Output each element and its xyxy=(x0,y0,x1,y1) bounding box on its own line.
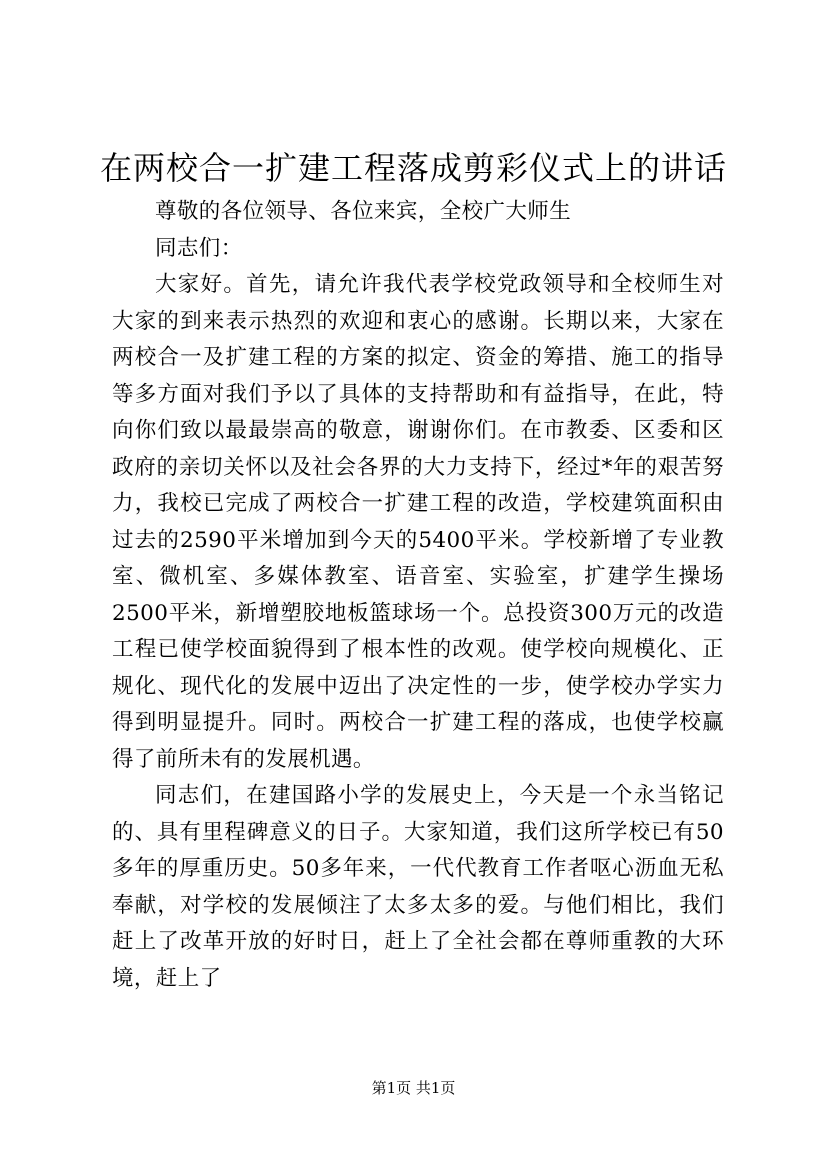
page-number-footer: 第1页 共1页 xyxy=(371,1079,456,1097)
body-paragraph: 同志们，在建国路小学的发展史上，今天是一个永当铭记的、具有里程碑意义的日子。大家知道，我们这所学校已有50多年的厚重历史。50多年来，一代代教育工作者呕心沥血无私奉献，对学校的发展倾注了太多太多的爱。与他们相比，我们赶上了改革开放的好时日，赶上了全社会都在尊师重教的大环境，赶上了 xyxy=(112,783,724,991)
greeting-line: 同志们： xyxy=(155,235,243,261)
body-paragraph: 大家好。首先，请允许我代表学校党政领导和全校师生对大家的到来表示热烈的欢迎和衷心的感谢。长期以来，大家在两校合一及扩建工程的方案的拟定、资金的筹措、施工的指导等多方面对我们予以了具体的支持帮助和有益指导，在此，特向你们致以最最崇高的敬意，谢谢你们。在市教委、区委和区政府的亲切关怀以及社会各界的大力支持下，经过*年的艰苦努力，我校已完成了两校合一扩建工程的改造，学校建筑面积由过去的2590平米增加到今天的5400平米。学校新增了专业教室、微机室、多媒体教室、语音室、实验室，扩建学生操场2500平米，新增塑胶地板篮球场一个。总投资300万元的改造工程已使学校面貌得到了根本性的改观。使学校向规模化、正规化、现代化的发展中迈出了决定性的一步，使学校办学实力得到明显提升。同时。两校合一扩建工程的落成，也使学校赢得了前所未有的发展机遇。 xyxy=(112,272,724,772)
document-title: 在两校合一扩建工程落成剪彩仪式上的讲话 xyxy=(99,149,727,187)
document-body xyxy=(112,194,724,997)
salutation-line: 尊敬的各位领导、各位来宾，全校广大师生 xyxy=(155,199,572,224)
